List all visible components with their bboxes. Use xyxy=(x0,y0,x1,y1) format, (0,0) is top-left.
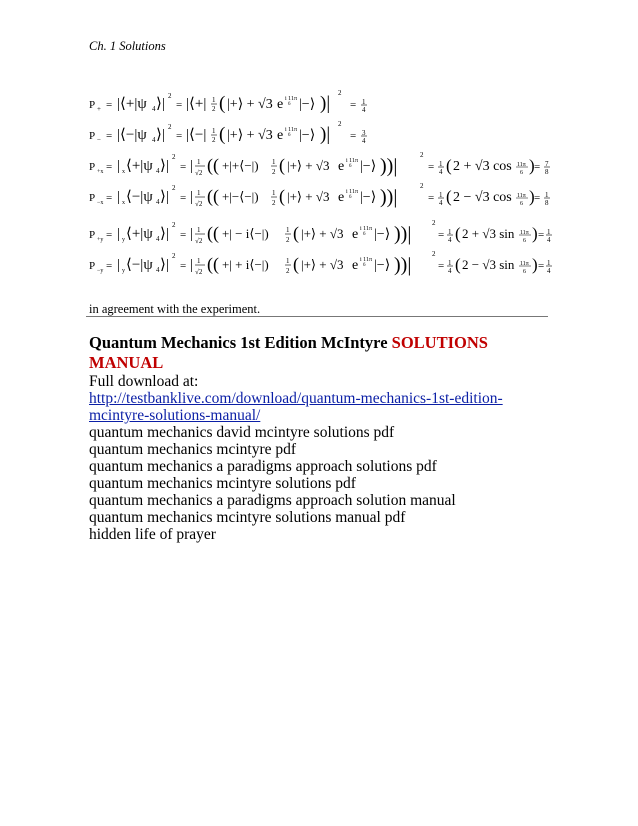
ad-title-highlight-2: MANUAL xyxy=(89,353,164,372)
svg-text:e: e xyxy=(277,97,284,112)
svg-text:6: 6 xyxy=(523,269,526,275)
svg-text:|: | xyxy=(117,257,121,273)
svg-text:2: 2 xyxy=(432,250,436,258)
svg-text:e: e xyxy=(352,227,359,242)
svg-text:x: x xyxy=(122,169,125,175)
svg-text:4: 4 xyxy=(156,198,160,206)
svg-text:1: 1 xyxy=(197,257,201,265)
svg-text:=: = xyxy=(438,260,445,272)
svg-text:2: 2 xyxy=(286,236,290,244)
svg-text:|−⟩: |−⟩ xyxy=(299,128,316,143)
svg-text:P: P xyxy=(89,99,96,111)
svg-text:+x: +x xyxy=(97,169,104,175)
keyword-item: quantum mechanics mcintyre solutions pdf xyxy=(89,475,356,492)
svg-text:11π: 11π xyxy=(520,261,529,267)
svg-text:((: (( xyxy=(207,254,219,274)
svg-text:))|: ))| xyxy=(380,186,398,208)
keyword-item: quantum mechanics mcintyre solutions manual pdf xyxy=(89,509,406,526)
svg-text:11π: 11π xyxy=(520,230,529,236)
svg-text:4: 4 xyxy=(547,236,551,244)
svg-text:=: = xyxy=(180,161,187,173)
svg-text:e: e xyxy=(338,190,345,205)
svg-text:((: (( xyxy=(207,155,219,175)
svg-text:√2: √2 xyxy=(195,268,203,276)
svg-text:|: | xyxy=(190,257,194,273)
svg-text:|−⟩: |−⟩ xyxy=(299,97,316,112)
svg-text:1: 1 xyxy=(545,191,549,199)
svg-text:⟨+|ψ: ⟨+|ψ xyxy=(126,158,153,174)
svg-text:=: = xyxy=(106,260,113,272)
svg-text:i 11π: i 11π xyxy=(285,96,297,102)
svg-text:i 11π: i 11π xyxy=(346,158,358,164)
svg-text:P: P xyxy=(89,130,96,142)
divider xyxy=(86,316,548,317)
keyword-list xyxy=(89,424,559,543)
svg-text:x: x xyxy=(122,200,125,206)
svg-text:⟩|: ⟩| xyxy=(156,127,165,143)
svg-text:2: 2 xyxy=(338,120,342,128)
svg-text:1: 1 xyxy=(212,127,216,135)
equation-p-plus-x xyxy=(89,151,550,177)
svg-text:⟩|: ⟩| xyxy=(160,189,169,205)
full-download-label: Full download at: xyxy=(89,373,199,390)
svg-text:=: = xyxy=(106,99,113,111)
svg-text:−y: −y xyxy=(97,268,104,274)
svg-text:|+⟩ + √3: |+⟩ + √3 xyxy=(287,189,330,204)
svg-text:6: 6 xyxy=(349,195,352,200)
svg-text:i 11π: i 11π xyxy=(360,257,372,263)
svg-text:6: 6 xyxy=(520,201,523,207)
svg-text:(: ( xyxy=(219,93,226,114)
svg-text:2 − √3 sin: 2 − √3 sin xyxy=(462,257,515,272)
svg-text:2: 2 xyxy=(432,219,436,227)
equations-figure xyxy=(86,86,556,286)
svg-text:4: 4 xyxy=(152,136,156,144)
svg-text:))|: ))| xyxy=(394,254,412,276)
svg-text:y: y xyxy=(122,268,125,274)
svg-text:)|: )| xyxy=(320,93,331,114)
svg-text:√2: √2 xyxy=(195,237,203,245)
svg-text:1: 1 xyxy=(272,158,276,166)
equation-p-plus-y xyxy=(89,219,552,245)
ad-title-highlight: SOLUTIONS xyxy=(391,333,488,352)
svg-text:|−⟩: |−⟩ xyxy=(360,190,377,205)
svg-text:|+⟩ + √3: |+⟩ + √3 xyxy=(287,158,330,173)
svg-text:2: 2 xyxy=(168,123,172,131)
svg-text:))|: ))| xyxy=(380,155,398,177)
svg-text:4: 4 xyxy=(547,267,551,275)
svg-text:|−⟩: |−⟩ xyxy=(360,159,377,174)
svg-text:|: | xyxy=(117,226,121,242)
svg-text:=: = xyxy=(176,99,183,111)
svg-text:2: 2 xyxy=(420,151,424,159)
svg-text:⟨−|ψ: ⟨−|ψ xyxy=(126,257,153,273)
svg-text:): ) xyxy=(532,224,538,243)
keyword-item: quantum mechanics david mcintyre solutions pdf xyxy=(89,424,395,441)
svg-text:P: P xyxy=(89,260,96,272)
svg-text:4: 4 xyxy=(439,199,443,207)
download-link-line-2: mcintyre-solutions-manual/ xyxy=(89,407,261,424)
svg-text:1: 1 xyxy=(286,226,290,234)
svg-text:1: 1 xyxy=(197,189,201,197)
svg-text:|⟨−|ψ: |⟨−|ψ xyxy=(117,127,147,143)
svg-text:2: 2 xyxy=(168,92,172,100)
svg-text:⟩|: ⟩| xyxy=(160,158,169,174)
svg-text:⟩|: ⟩| xyxy=(160,257,169,273)
svg-text:1: 1 xyxy=(547,228,551,236)
svg-text:6: 6 xyxy=(363,263,366,268)
svg-text:|+⟩ + √3: |+⟩ + √3 xyxy=(227,97,273,112)
svg-text:8: 8 xyxy=(545,199,549,207)
svg-text:−x: −x xyxy=(97,200,104,206)
svg-text:P: P xyxy=(89,192,96,204)
svg-text:7: 7 xyxy=(545,160,549,168)
svg-text:2: 2 xyxy=(272,168,276,176)
svg-text:=: = xyxy=(350,99,357,111)
svg-text:2: 2 xyxy=(286,267,290,275)
svg-text:): ) xyxy=(532,255,538,274)
svg-text:((: (( xyxy=(207,223,219,243)
keyword-item: quantum mechanics a paradigms approach solution manual xyxy=(89,492,456,509)
svg-text:(: ( xyxy=(219,124,226,145)
page-header: Ch. 1 Solutions xyxy=(89,39,166,53)
svg-text:|−⟩: |−⟩ xyxy=(374,227,391,242)
svg-text:3: 3 xyxy=(362,129,366,137)
svg-text:(: ( xyxy=(279,155,285,175)
svg-text:=: = xyxy=(106,229,113,241)
svg-text:⟩|: ⟩| xyxy=(160,226,169,242)
svg-text:e: e xyxy=(338,159,345,174)
svg-text:(: ( xyxy=(293,223,299,243)
svg-text:|: | xyxy=(117,158,121,174)
svg-text:(: ( xyxy=(446,156,452,175)
svg-text:|⟨+|ψ: |⟨+|ψ xyxy=(117,96,147,112)
svg-text:=: = xyxy=(428,192,435,204)
svg-text:4: 4 xyxy=(362,106,366,114)
svg-text:1: 1 xyxy=(448,228,452,236)
svg-text:|+⟩ + √3: |+⟩ + √3 xyxy=(227,128,273,143)
svg-text:|⟨+|: |⟨+| xyxy=(186,96,207,112)
svg-text:+| + i⟨−|): +| + i⟨−|) xyxy=(222,257,269,272)
svg-text:6: 6 xyxy=(288,102,291,107)
svg-text:1: 1 xyxy=(547,259,551,267)
svg-text:1: 1 xyxy=(362,98,366,106)
svg-text:=: = xyxy=(538,229,545,241)
svg-text:|−⟩: |−⟩ xyxy=(374,258,391,273)
svg-text:6: 6 xyxy=(520,170,523,176)
ad-title-main: Quantum Mechanics 1st Edition McIntyre xyxy=(89,333,388,352)
svg-text:8: 8 xyxy=(545,168,549,176)
svg-text:√2: √2 xyxy=(195,169,203,177)
svg-text:4: 4 xyxy=(439,168,443,176)
download-link-line-1: http://testbanklive.com/download/quantum-mechanics-1st-edition- xyxy=(89,390,503,407)
svg-text:)|: )| xyxy=(320,124,331,145)
svg-text:=: = xyxy=(106,130,113,142)
svg-text:1: 1 xyxy=(197,226,201,234)
svg-text:e: e xyxy=(277,128,284,143)
svg-text:((: (( xyxy=(207,186,219,206)
svg-text:1: 1 xyxy=(448,259,452,267)
svg-text:+|+⟨−|): +|+⟨−|) xyxy=(222,158,259,173)
svg-text:P: P xyxy=(89,161,96,173)
svg-text:=: = xyxy=(350,130,357,142)
svg-text:=: = xyxy=(534,192,541,204)
svg-text:2: 2 xyxy=(338,89,342,97)
svg-text:+: + xyxy=(97,105,101,113)
svg-text:i 11π: i 11π xyxy=(346,189,358,195)
equation-p-minus-y xyxy=(89,250,552,276)
svg-text:+y: +y xyxy=(97,237,104,243)
svg-text:|: | xyxy=(190,226,194,242)
equation-block xyxy=(86,86,556,286)
svg-text:1: 1 xyxy=(286,257,290,265)
equation-p-plus xyxy=(89,89,367,114)
svg-text:=: = xyxy=(180,229,187,241)
svg-text:1: 1 xyxy=(272,189,276,197)
svg-text:⟩|: ⟩| xyxy=(156,96,165,112)
svg-text:=: = xyxy=(176,130,183,142)
svg-text:=: = xyxy=(428,161,435,173)
download-link[interactable] xyxy=(89,390,559,424)
svg-text:e: e xyxy=(352,258,359,273)
equation-p-minus-x xyxy=(89,182,550,208)
svg-text:2: 2 xyxy=(212,105,216,113)
svg-text:y: y xyxy=(122,237,125,243)
svg-text:|⟨−|: |⟨−| xyxy=(186,127,207,143)
svg-text:=: = xyxy=(534,161,541,173)
download-ad xyxy=(89,333,559,543)
svg-text:=: = xyxy=(438,229,445,241)
svg-text:): ) xyxy=(529,156,535,175)
svg-text:+|−⟨−|): +|−⟨−|) xyxy=(222,189,259,204)
svg-text:4: 4 xyxy=(156,266,160,274)
svg-text:P: P xyxy=(89,229,96,241)
svg-text:2 + √3 sin: 2 + √3 sin xyxy=(462,226,515,241)
svg-text:i 11π: i 11π xyxy=(360,226,372,232)
svg-text:(: ( xyxy=(455,255,461,274)
svg-text:2: 2 xyxy=(172,221,176,229)
svg-text:2: 2 xyxy=(420,182,424,190)
svg-text:2: 2 xyxy=(172,153,176,161)
svg-text:|+⟩ + √3: |+⟩ + √3 xyxy=(301,226,344,241)
svg-text:6: 6 xyxy=(349,164,352,169)
svg-text:11π: 11π xyxy=(517,162,526,168)
svg-text:4: 4 xyxy=(448,267,452,275)
svg-text:(: ( xyxy=(279,186,285,206)
svg-text:⟨+|ψ: ⟨+|ψ xyxy=(126,226,153,242)
ad-title xyxy=(89,333,559,373)
svg-text:|: | xyxy=(117,189,121,205)
svg-text:6: 6 xyxy=(363,232,366,237)
svg-text:|: | xyxy=(190,189,194,205)
svg-text:4: 4 xyxy=(448,236,452,244)
svg-text:+| − i⟨−|): +| − i⟨−|) xyxy=(222,226,269,241)
svg-text:4: 4 xyxy=(152,105,156,113)
svg-text:|: | xyxy=(190,158,194,174)
svg-text:): ) xyxy=(529,187,535,206)
svg-text:=: = xyxy=(180,260,187,272)
agreement-text: in agreement with the experiment. xyxy=(89,302,261,316)
svg-text:4: 4 xyxy=(156,167,160,175)
svg-text:(: ( xyxy=(455,224,461,243)
svg-text:i 11π: i 11π xyxy=(285,127,297,133)
svg-text:1: 1 xyxy=(197,158,201,166)
svg-text:6: 6 xyxy=(523,238,526,244)
svg-text:))|: ))| xyxy=(394,223,412,245)
svg-text:2 − √3 cos: 2 − √3 cos xyxy=(453,190,512,205)
svg-text:2 + √3 cos: 2 + √3 cos xyxy=(453,159,512,174)
svg-text:=: = xyxy=(106,192,113,204)
svg-text:2: 2 xyxy=(172,252,176,260)
svg-text:6: 6 xyxy=(288,133,291,138)
svg-text:2: 2 xyxy=(272,199,276,207)
svg-text:−: − xyxy=(97,136,101,144)
svg-text:√2: √2 xyxy=(195,200,203,208)
svg-text:4: 4 xyxy=(362,137,366,145)
svg-text:11π: 11π xyxy=(517,193,526,199)
svg-text:⟨−|ψ: ⟨−|ψ xyxy=(126,189,153,205)
svg-text:|+⟩ + √3: |+⟩ + √3 xyxy=(301,257,344,272)
svg-text:(: ( xyxy=(446,187,452,206)
svg-text:1: 1 xyxy=(212,96,216,104)
svg-text:2: 2 xyxy=(212,136,216,144)
svg-text:=: = xyxy=(106,161,113,173)
keyword-item: quantum mechanics a paradigms approach solutions pdf xyxy=(89,458,437,475)
keyword-item: hidden life of prayer xyxy=(89,526,216,543)
svg-text:2: 2 xyxy=(172,184,176,192)
keyword-item: quantum mechanics mcintyre pdf xyxy=(89,441,297,458)
svg-text:1: 1 xyxy=(439,191,443,199)
svg-text:=: = xyxy=(538,260,545,272)
svg-text:4: 4 xyxy=(156,235,160,243)
equation-p-minus xyxy=(89,120,367,145)
svg-text:1: 1 xyxy=(439,160,443,168)
svg-text:=: = xyxy=(180,192,187,204)
svg-text:(: ( xyxy=(293,254,299,274)
